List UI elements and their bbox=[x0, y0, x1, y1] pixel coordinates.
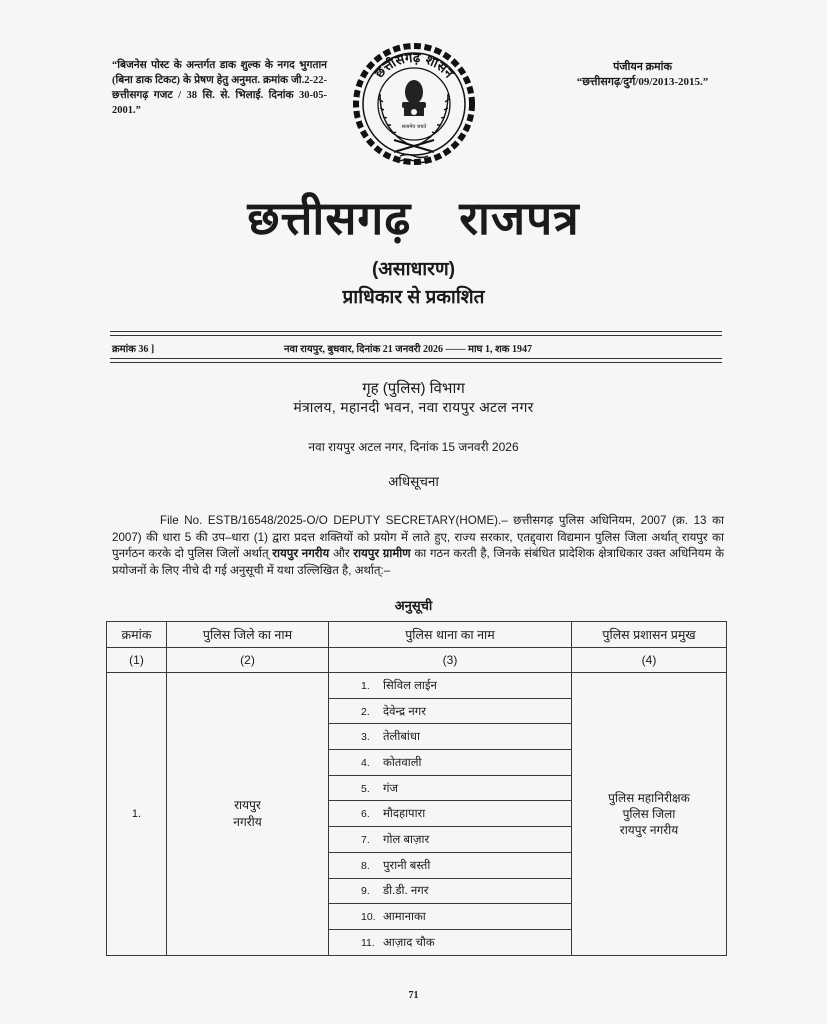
police-station-item bbox=[329, 878, 571, 904]
body-bold-raipur-urban: रायपुर नगरीय bbox=[272, 547, 330, 560]
header-rule-top-thin bbox=[110, 335, 722, 336]
police-station-item bbox=[329, 801, 571, 827]
seal-text: छत्तीसगढ़ शासन bbox=[372, 50, 456, 82]
police-station-cell bbox=[329, 801, 571, 827]
row-district bbox=[167, 673, 329, 956]
police-station-cell bbox=[329, 724, 571, 750]
chhattisgarh-government-seal bbox=[350, 34, 478, 182]
police-station-number: 9. bbox=[361, 885, 370, 898]
police-station-item bbox=[329, 852, 571, 878]
police-station-item bbox=[329, 724, 571, 750]
notification-date: नवा रायपुर अटल नगर, दिनांक 15 जनवरी 2026 bbox=[308, 440, 519, 454]
notification-heading: अधिसूचना bbox=[388, 474, 439, 489]
police-station-item bbox=[329, 904, 571, 930]
police-station-cell bbox=[329, 878, 571, 904]
row-police-stations bbox=[329, 673, 572, 956]
police-station-name: देवेन्द्र नगर bbox=[383, 705, 426, 718]
department-name: गृह (पुलिस) विभाग bbox=[362, 380, 465, 397]
police-station-cell bbox=[329, 750, 571, 776]
edition-label: (असाधारण) bbox=[371, 259, 456, 280]
table-row bbox=[107, 673, 727, 956]
chief-line: पुलिस जिला bbox=[622, 806, 676, 821]
police-station-number: 7. bbox=[361, 833, 370, 846]
police-station-cell bbox=[329, 698, 571, 724]
row-serial: 1. bbox=[107, 673, 167, 956]
seal-motto: सत्यमेव जयते bbox=[401, 124, 427, 130]
chief-line: रायपुर नगरीय bbox=[619, 822, 679, 837]
police-station-name: डी.डी. नगर bbox=[383, 885, 429, 898]
body-bold-raipur-rural: रायपुर ग्रामीण bbox=[353, 547, 411, 560]
police-station-number: 11. bbox=[361, 936, 375, 949]
body-text-2: और bbox=[332, 547, 350, 560]
police-station-cell bbox=[329, 904, 571, 930]
police-station-item bbox=[329, 750, 571, 776]
police-station-name: आमानाका bbox=[383, 911, 426, 924]
police-station-list bbox=[329, 673, 571, 955]
police-station-number: 8. bbox=[361, 859, 370, 872]
police-station-cell bbox=[329, 827, 571, 853]
column-number: (2) bbox=[167, 648, 329, 673]
police-station-number: 3. bbox=[361, 731, 370, 744]
issue-number: क्रमांक 36 ] bbox=[112, 344, 155, 355]
police-station-name: गंज bbox=[383, 782, 399, 795]
body-text-3: का गठन करती है, जिनके संबंधित प्रादेशिक क्षेत्राधिकार उक्त अधिनियम के प्रयोजनों के लिए नीचे दी गई अनुसूची में यथा उल्लिखित है, अर्थात्:– bbox=[112, 547, 724, 577]
police-station-number: 1. bbox=[361, 679, 370, 692]
row-administrative-head bbox=[572, 673, 727, 956]
header-police-station: पुलिस थाना का नाम bbox=[329, 622, 572, 648]
police-station-name: आज़ाद चौक bbox=[383, 936, 435, 949]
table-header-row bbox=[107, 622, 727, 648]
chief-line: पुलिस महानिरीक्षक bbox=[608, 790, 690, 805]
issue-date: नवा रायपुर, बुधवार, दिनांक 21 जनवरी 2026 —— माघ 1, शक 1947 bbox=[284, 344, 532, 355]
police-station-name: सिविल लाईन bbox=[383, 679, 437, 692]
header-rule-bottom-thin bbox=[110, 358, 722, 359]
police-station-cell bbox=[329, 852, 571, 878]
police-station-item bbox=[329, 775, 571, 801]
police-station-number: 10. bbox=[361, 911, 376, 924]
department-address: मंत्रालय, महानदी भवन, नवा रायपुर अटल नगर bbox=[293, 399, 534, 415]
police-station-number: 6. bbox=[361, 808, 370, 821]
police-station-item bbox=[329, 698, 571, 724]
registration-block bbox=[555, 60, 730, 90]
police-station-item bbox=[329, 827, 571, 853]
gazette-title bbox=[0, 186, 827, 248]
police-station-cell bbox=[329, 929, 571, 954]
police-station-number: 2. bbox=[361, 705, 370, 718]
police-station-name: कोतवाली bbox=[383, 756, 422, 769]
police-station-name: पुरानी बस्ती bbox=[383, 859, 431, 872]
column-number: (3) bbox=[329, 648, 572, 673]
body-text-1: File No. ESTB/16548/2025-O/O DEPUTY SECRETARY(HOME).– छत्तीसगढ़ पुलिस अधिनियम, 2007 (क्र. 13 का 2007) की धारा 5 की उप–धारा (1) द्वारा प्रदत्त शक्तियों को प्रयोग में लाते हुए, राज्य सरकार, एतद्द्वारा विद्यमान पुलिस जिला अर्थात् रायपुर का पुनर्गठन करके दो पुलिस जिलों अर्थात् bbox=[112, 514, 724, 560]
registration-number: “छत्तीसगढ़/दुर्ग/09/2013-2015.” bbox=[576, 76, 709, 88]
police-station-number: 5. bbox=[361, 782, 370, 795]
notification-body bbox=[112, 513, 724, 579]
published-by-authority: प्राधिकार से प्रकाशित bbox=[342, 287, 485, 308]
police-station-item bbox=[329, 929, 571, 954]
schedule-table bbox=[106, 621, 727, 956]
header-district: पुलिस जिले का नाम bbox=[167, 622, 329, 648]
schedule-title: अनुसूची bbox=[394, 598, 433, 613]
page-number: 71 bbox=[408, 990, 419, 1001]
header-rule-bottom bbox=[110, 362, 722, 363]
column-number: (4) bbox=[572, 648, 727, 673]
district-line: नगरीय bbox=[233, 814, 262, 829]
police-station-cell bbox=[329, 673, 571, 698]
police-station-name: मौदहापारा bbox=[383, 808, 426, 821]
header-serial: क्रमांक bbox=[107, 622, 167, 648]
police-station-item bbox=[329, 673, 571, 698]
police-station-name: गोल बाज़ार bbox=[383, 833, 430, 846]
column-number: (1) bbox=[107, 648, 167, 673]
district-line: रायपुर bbox=[234, 797, 261, 812]
gazette-title-gazette: राजपत्र bbox=[459, 191, 580, 245]
column-number-row bbox=[107, 648, 727, 673]
header-administrative-head: पुलिस प्रशासन प्रमुख bbox=[572, 622, 727, 648]
postal-permit-note: “बिजनेस पोस्ट के अन्तर्गत डाक शुल्क के नगद भुगतान (बिना डाक टिकट) के प्रेषण हेतु अनुमत. क्रमांक जी.2-22-छत्तीसगढ़ गजट / 38 सि. से. भिलाई. दिनांक 30-05-2001.” bbox=[112, 60, 327, 116]
police-station-name: तेलीबांधा bbox=[383, 731, 420, 744]
header-rule-top bbox=[110, 331, 722, 332]
seal-emblem-icon bbox=[350, 34, 478, 182]
police-station-cell bbox=[329, 775, 571, 801]
police-station-number: 4. bbox=[361, 756, 370, 769]
gazette-title-state: छत्तीसगढ़ bbox=[247, 191, 412, 245]
registration-label: पंजीयन क्रमांक bbox=[613, 61, 672, 73]
